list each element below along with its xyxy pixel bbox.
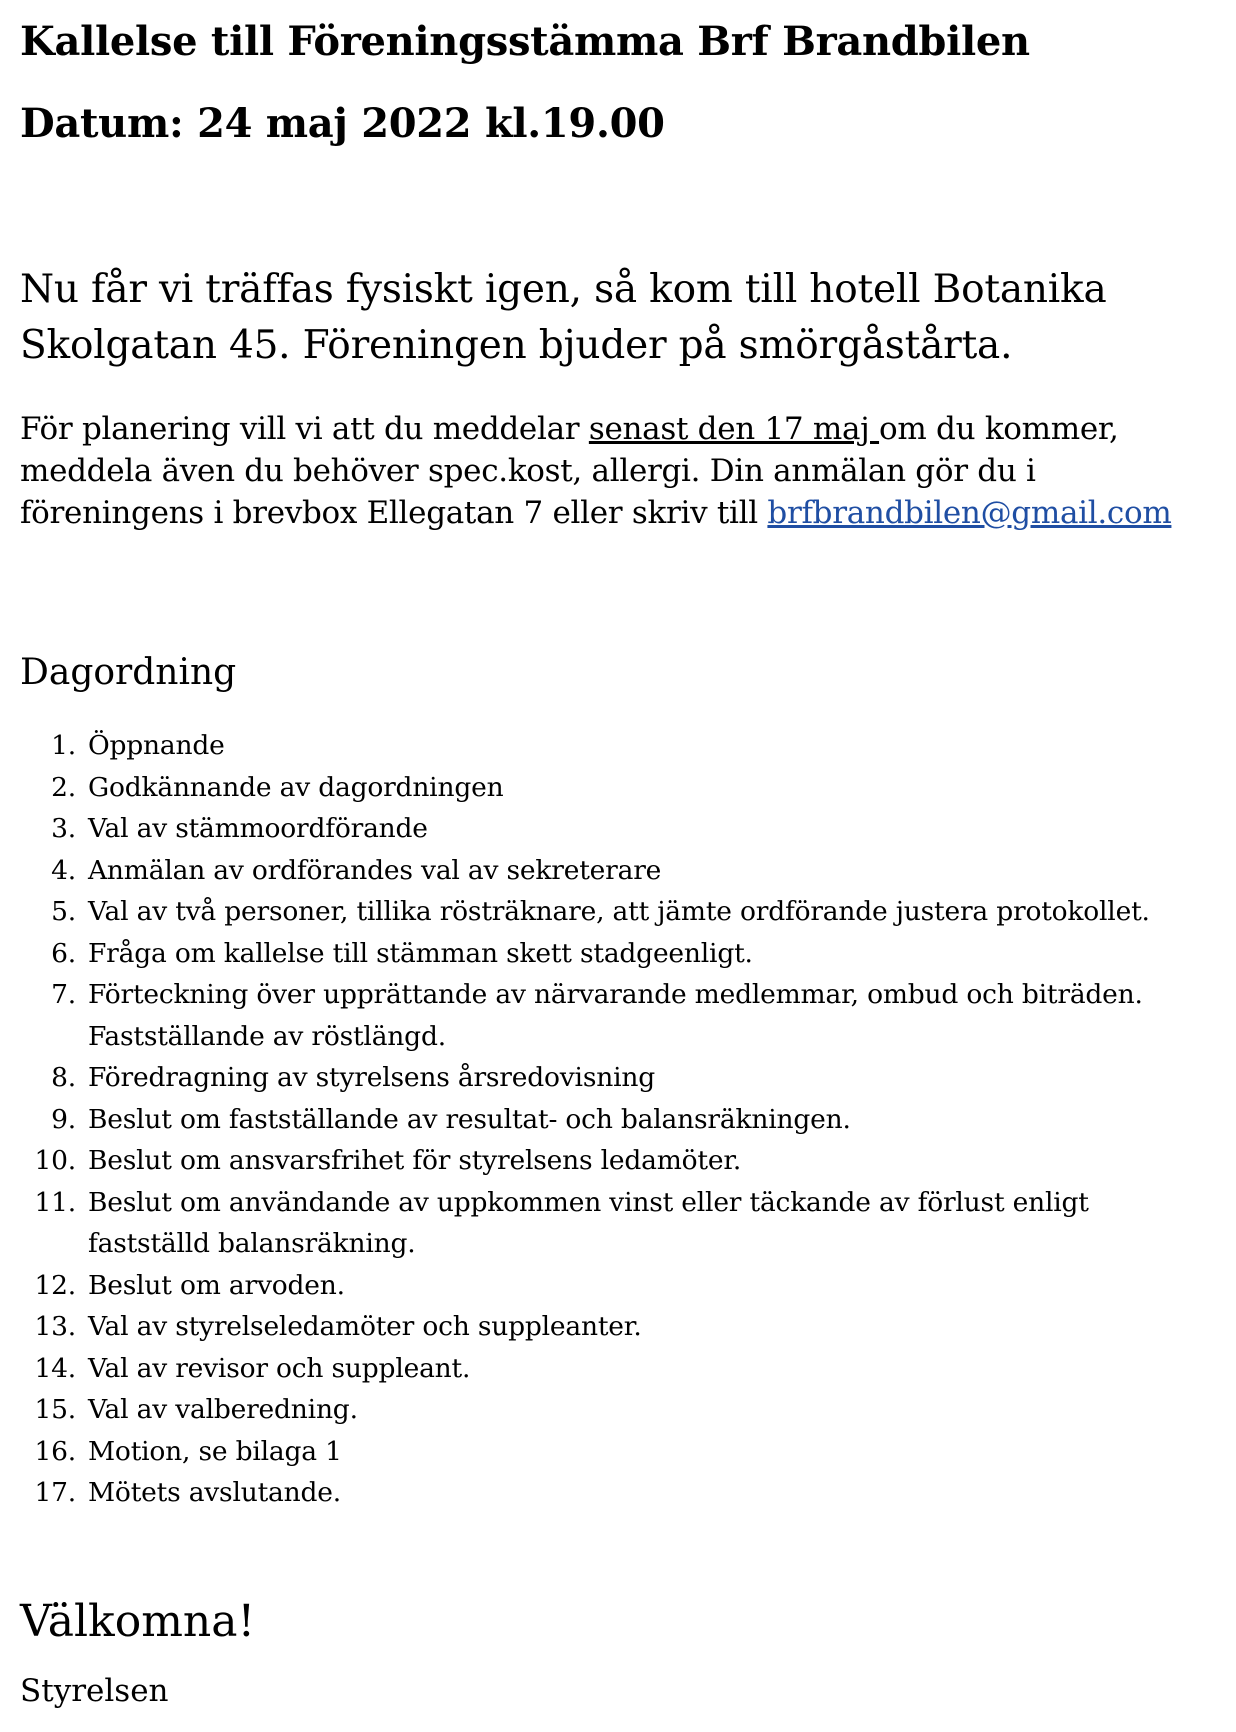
deadline-text: senast den 17 maj: [588, 411, 880, 447]
planning-line-3-start: föreningens i brevbox Ellegatan 7 eller skriv till: [20, 495, 768, 531]
agenda-item: [20, 1348, 1150, 1390]
agenda-item: [20, 850, 1150, 892]
agenda-list: [20, 725, 1150, 1514]
agenda-item-number: 14.: [34, 1352, 76, 1384]
agenda-item-text: Beslut om fastställande av resultat- och balansräkningen.: [88, 1103, 851, 1135]
agenda-item: [20, 808, 1150, 850]
agenda-item: [20, 933, 1150, 975]
agenda-item: [20, 725, 1150, 767]
agenda-item-number: 13.: [34, 1311, 76, 1342]
intro-line-2: Skolgatan 45. Föreningen bjuder på smörgåstårta.: [20, 323, 1013, 368]
agenda-item-text: Val av styrelseledamöter och suppleanter.: [88, 1311, 642, 1342]
agenda-item: [20, 1306, 1150, 1348]
agenda-item-number: 5.: [51, 896, 76, 927]
agenda-item-number: 4.: [51, 854, 76, 886]
agenda-item-text: Val av två personer, tillika rösträknare, att jämte ordförande justera protokollet.: [88, 896, 1150, 927]
agenda-item-number: 10.: [34, 1145, 76, 1176]
agenda-item-text: Godkännande av dagordningen: [88, 771, 504, 803]
agenda-item-number: 16.: [34, 1435, 76, 1467]
agenda-item-number: 8.: [51, 1062, 76, 1093]
agenda-item: [20, 1265, 1150, 1307]
agenda-item-text: Val av valberedning.: [88, 1394, 358, 1425]
agenda-item: [20, 1389, 1150, 1431]
agenda-item: [20, 1140, 1150, 1182]
planning-line-1-start: För planering vill vi att du meddelar: [20, 411, 589, 447]
agenda-item-number: 9.: [51, 1103, 76, 1135]
agenda-item-number: 6.: [51, 937, 76, 969]
agenda-item-text: Beslut om arvoden.: [88, 1269, 345, 1301]
agenda-item-text: fastställd balansräkning.: [88, 1228, 416, 1259]
agenda-item: [20, 1099, 1150, 1141]
agenda-item: [20, 891, 1150, 933]
email-link[interactable]: brfbrandbilen@gmail.com: [767, 495, 1172, 531]
agenda-heading: Dagordning: [20, 652, 237, 693]
agenda-item-text: Val av revisor och suppleant.: [88, 1352, 471, 1384]
agenda-item-number: 2.: [51, 771, 76, 803]
agenda-item-number: 17.: [34, 1477, 76, 1508]
agenda-item-text: Fråga om kallelse till stämman skett stadgeenligt.: [88, 937, 753, 969]
intro-line-1: Nu får vi träffas fysiskt igen, så kom till hotell Botanika: [20, 267, 1107, 312]
document-title: Kallelse till Föreningsstämma Brf Brandbilen: [20, 18, 1030, 65]
agenda-item-text: Föredragning av styrelsens årsredovisning: [88, 1062, 655, 1093]
planning-paragraph: [20, 408, 1171, 534]
planning-line-1-end: om du kommer,: [879, 411, 1119, 447]
agenda-item: [20, 1431, 1150, 1473]
intro-paragraph: [20, 262, 1107, 374]
agenda-item-text: Öppnande: [88, 730, 225, 761]
agenda-item: [20, 1182, 1150, 1265]
signature: Styrelsen: [20, 1673, 169, 1709]
agenda-item-text: Beslut om användande av uppkommen vinst eller täckande av förlust enligt: [88, 1186, 1089, 1218]
agenda-item: [20, 1057, 1150, 1099]
planning-line-2: meddela även du behöver spec.kost, allergi. Din anmälan gör du i: [20, 453, 1036, 489]
agenda-item-number: 12.: [34, 1269, 76, 1301]
agenda-item-text: Beslut om ansvarsfrihet för styrelsens ledamöter.: [88, 1145, 742, 1176]
agenda-item-number: 7.: [51, 979, 76, 1010]
agenda-item: [20, 1472, 1150, 1514]
agenda-item-number: 3.: [51, 813, 76, 844]
welcome-text: Välkomna!: [20, 1596, 256, 1647]
agenda-item-text: Förteckning över upprättande av närvarande medlemmar, ombud och biträden.: [88, 979, 1143, 1010]
agenda-item: [20, 767, 1150, 809]
agenda-item-number: 11.: [34, 1186, 76, 1218]
agenda-item-number: 15.: [34, 1394, 76, 1425]
agenda-item-number: 1.: [51, 730, 76, 761]
agenda-item-text: Val av stämmoordförande: [88, 813, 428, 844]
agenda-item-text: Motion, se bilaga 1: [88, 1435, 342, 1467]
agenda-item-text: Fastställande av röstlängd.: [88, 1020, 446, 1052]
meeting-date: Datum: 24 maj 2022 kl.19.00: [20, 100, 665, 147]
agenda-item: [20, 974, 1150, 1057]
agenda-item-text: Anmälan av ordförandes val av sekreterare: [88, 854, 662, 886]
agenda-item-text: Mötets avslutande.: [88, 1477, 341, 1508]
